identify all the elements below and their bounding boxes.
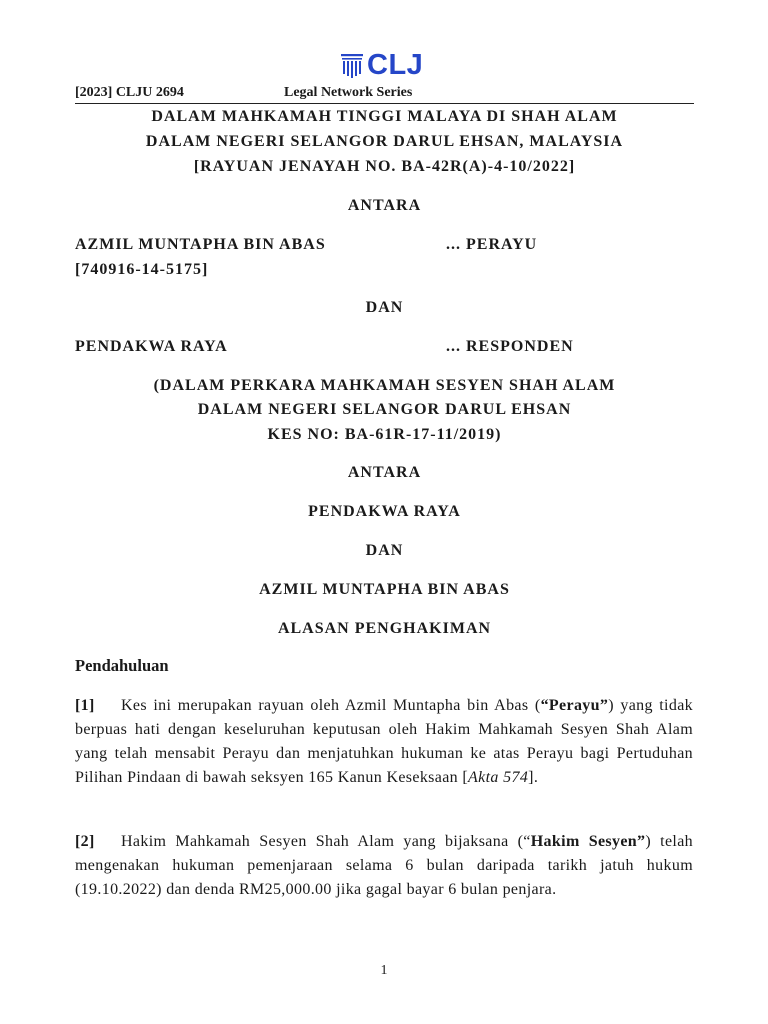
case-citation: [2023] CLJU 2694 [75,85,184,100]
logo-wordmark: CLJ [367,49,424,81]
dan-label: DAN [365,299,404,316]
paragraph-text: ]. [528,769,539,786]
section-heading: Pendahuluan [75,656,169,675]
running-header [75,85,694,104]
paragraph-text: Kes ini merupakan rayuan oleh Azmil Muntapha bin Abas ( [121,697,541,714]
judgment-title: ALASAN PENGHAKIMAN [277,620,492,637]
series-name: Legal Network Series [284,85,413,100]
defined-term: “Perayu” [540,697,609,714]
lower-antara-label: ANTARA [347,464,422,481]
clj-logo [340,50,423,80]
paragraph-2 [75,830,693,902]
pillars-icon [340,52,364,78]
lower-court-case-number: KES NO: BA-61R-17-11/2019) [267,426,502,443]
respondent-role: ... RESPONDEN [446,338,574,355]
statute-reference: Akta 574 [468,769,529,786]
lower-party-1: PENDAKWA RAYA [308,503,461,520]
paragraph-number: [2] [75,833,95,850]
paragraph-text: ) yang tidak berpuas hati dengan keseluruhan keputusan oleh Hakim Mahkamah Sesyen Shah Alam yang telah mensabit Perayu dan menjatuhkan hukuman ke atas Perayu bagi Pertuduhan Pilihan Pindaan di bawah seksyen 165 Kanun Keseksaan [ [75,697,694,786]
appeal-number: [RAYUAN JENAYAH NO. BA-42R(A)-4-10/2022] [193,158,576,175]
lower-court-line-1: (DALAM PERKARA MAHKAMAH SESYEN SHAH ALAM [153,377,616,394]
respondent-name: PENDAKWA RAYA [75,338,228,355]
antara-label: ANTARA [347,197,422,214]
court-title-line-1: DALAM MAHKAMAH TINGGI MALAYA DI SHAH ALAM [151,108,618,125]
appellant-name: AZMIL MUNTAPHA BIN ABAS [75,236,326,253]
paragraph-text: Hakim Mahkamah Sesyen Shah Alam yang bijaksana (“ [121,833,531,850]
lower-court-line-2: DALAM NEGERI SELANGOR DARUL EHSAN [197,401,572,418]
defined-term: Hakim Sesyen” [530,833,646,850]
page-number: 1 [380,963,388,978]
appellant-role: ... PERAYU [446,236,538,253]
court-title-line-2: DALAM NEGERI SELANGOR DARUL EHSAN, MALAYSIA [145,133,624,150]
paragraph-number: [1] [75,697,95,714]
lower-dan-label: DAN [365,542,404,559]
paragraph-1 [75,694,693,790]
lower-party-2: AZMIL MUNTAPHA BIN ABAS [259,581,510,598]
appellant-ic: [740916-14-5175] [75,261,209,278]
paragraph-text: ) telah mengenakan hukuman pemenjaraan selama 6 bulan daripada tarikh jatuh hukum (19.10.2022) dan denda RM25,000.00 jika gagal bayar 6 bulan penjara. [75,833,693,898]
